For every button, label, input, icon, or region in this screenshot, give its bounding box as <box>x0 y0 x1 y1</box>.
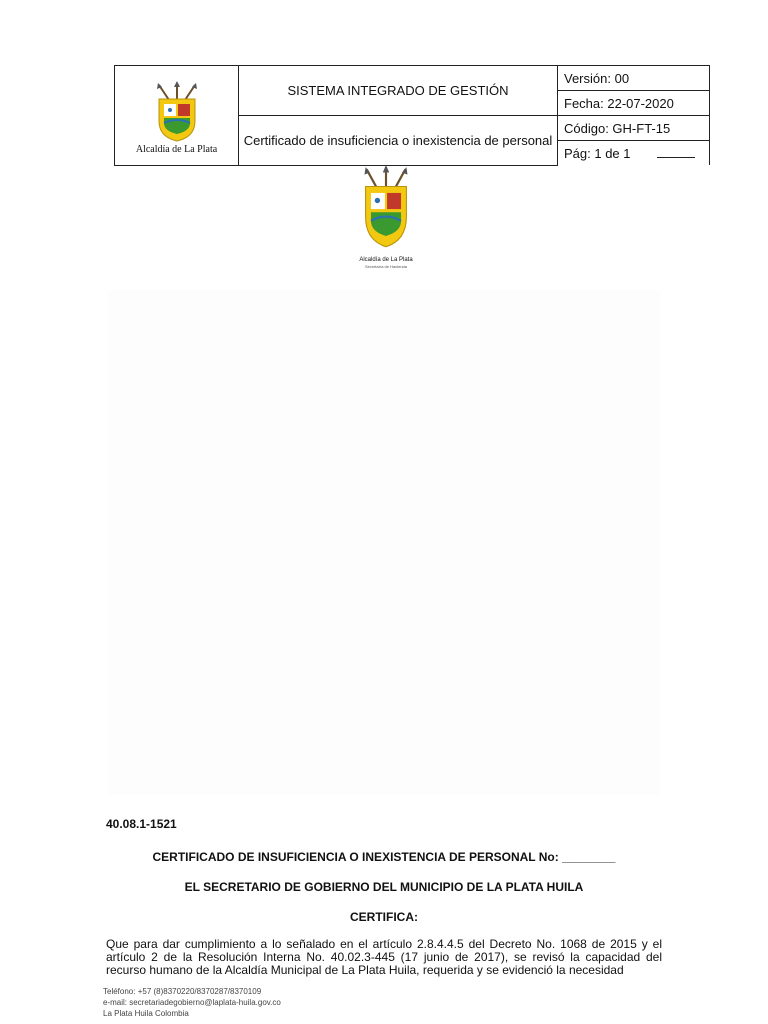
system-title-cell: SISTEMA INTEGRADO DE GESTIÓN <box>239 66 558 116</box>
secretariat-logo <box>356 165 416 269</box>
issuer-heading: EL SECRETARIO DE GOBIERNO DEL MUNICIPIO DE LA PLATA HUILA <box>184 880 584 894</box>
coat-of-arms-icon <box>358 165 414 251</box>
date-cell: Fecha: 22-07-2020 <box>558 91 710 116</box>
reference-number: 40.08.1-1521 <box>106 817 177 831</box>
municipal-coat-of-arms-icon <box>151 81 203 143</box>
center-logo-title: Alcaldía de La Plata <box>359 257 413 263</box>
watermark-area <box>108 290 660 795</box>
version-cell: Versión: 00 <box>558 66 710 91</box>
header-logo-cell <box>115 66 239 166</box>
document-header-table <box>114 65 710 166</box>
certificate-heading: CERTIFICADO DE INSUFICIENCIA O INEXISTENCIA DE PERSONAL No: ________ <box>152 850 616 864</box>
page-number: Pág: 1 de 1 <box>564 145 631 161</box>
page-underline <box>657 147 695 158</box>
page-cell <box>558 141 710 166</box>
footer-phone: Teléfono: +57 (8)8370220/8370287/8370109 <box>103 987 262 996</box>
logo-caption: Alcaldía de La Plata <box>135 144 218 156</box>
certificate-body: Que para dar cumplimiento a lo señalado en el artículo 2.8.4.4.5 del Decreto No. 1068 de 2015 y el artículo 2 de la Resolución Interna No. 40.02.3-445 (17 junio de 2017), se revisó la capacidad del recurso humano de la Alcaldía Municipal de La Plata Huila, requerida y se evidenció la necesidad <box>106 937 662 977</box>
contact-footer <box>103 986 287 1019</box>
certifies-heading: CERTIFICA: <box>350 910 418 924</box>
footer-location: La Plata Huila Colombia <box>103 1009 189 1018</box>
footer-email: e-mail: secretariadegobierno@laplata-huila.gov.co <box>103 998 281 1007</box>
center-logo-subtitle: Secretaría de Hacienda <box>364 264 408 269</box>
code-cell: Código: GH-FT-15 <box>558 116 710 141</box>
document-title-cell: Certificado de insuficiencia o inexistencia de personal <box>239 116 558 166</box>
